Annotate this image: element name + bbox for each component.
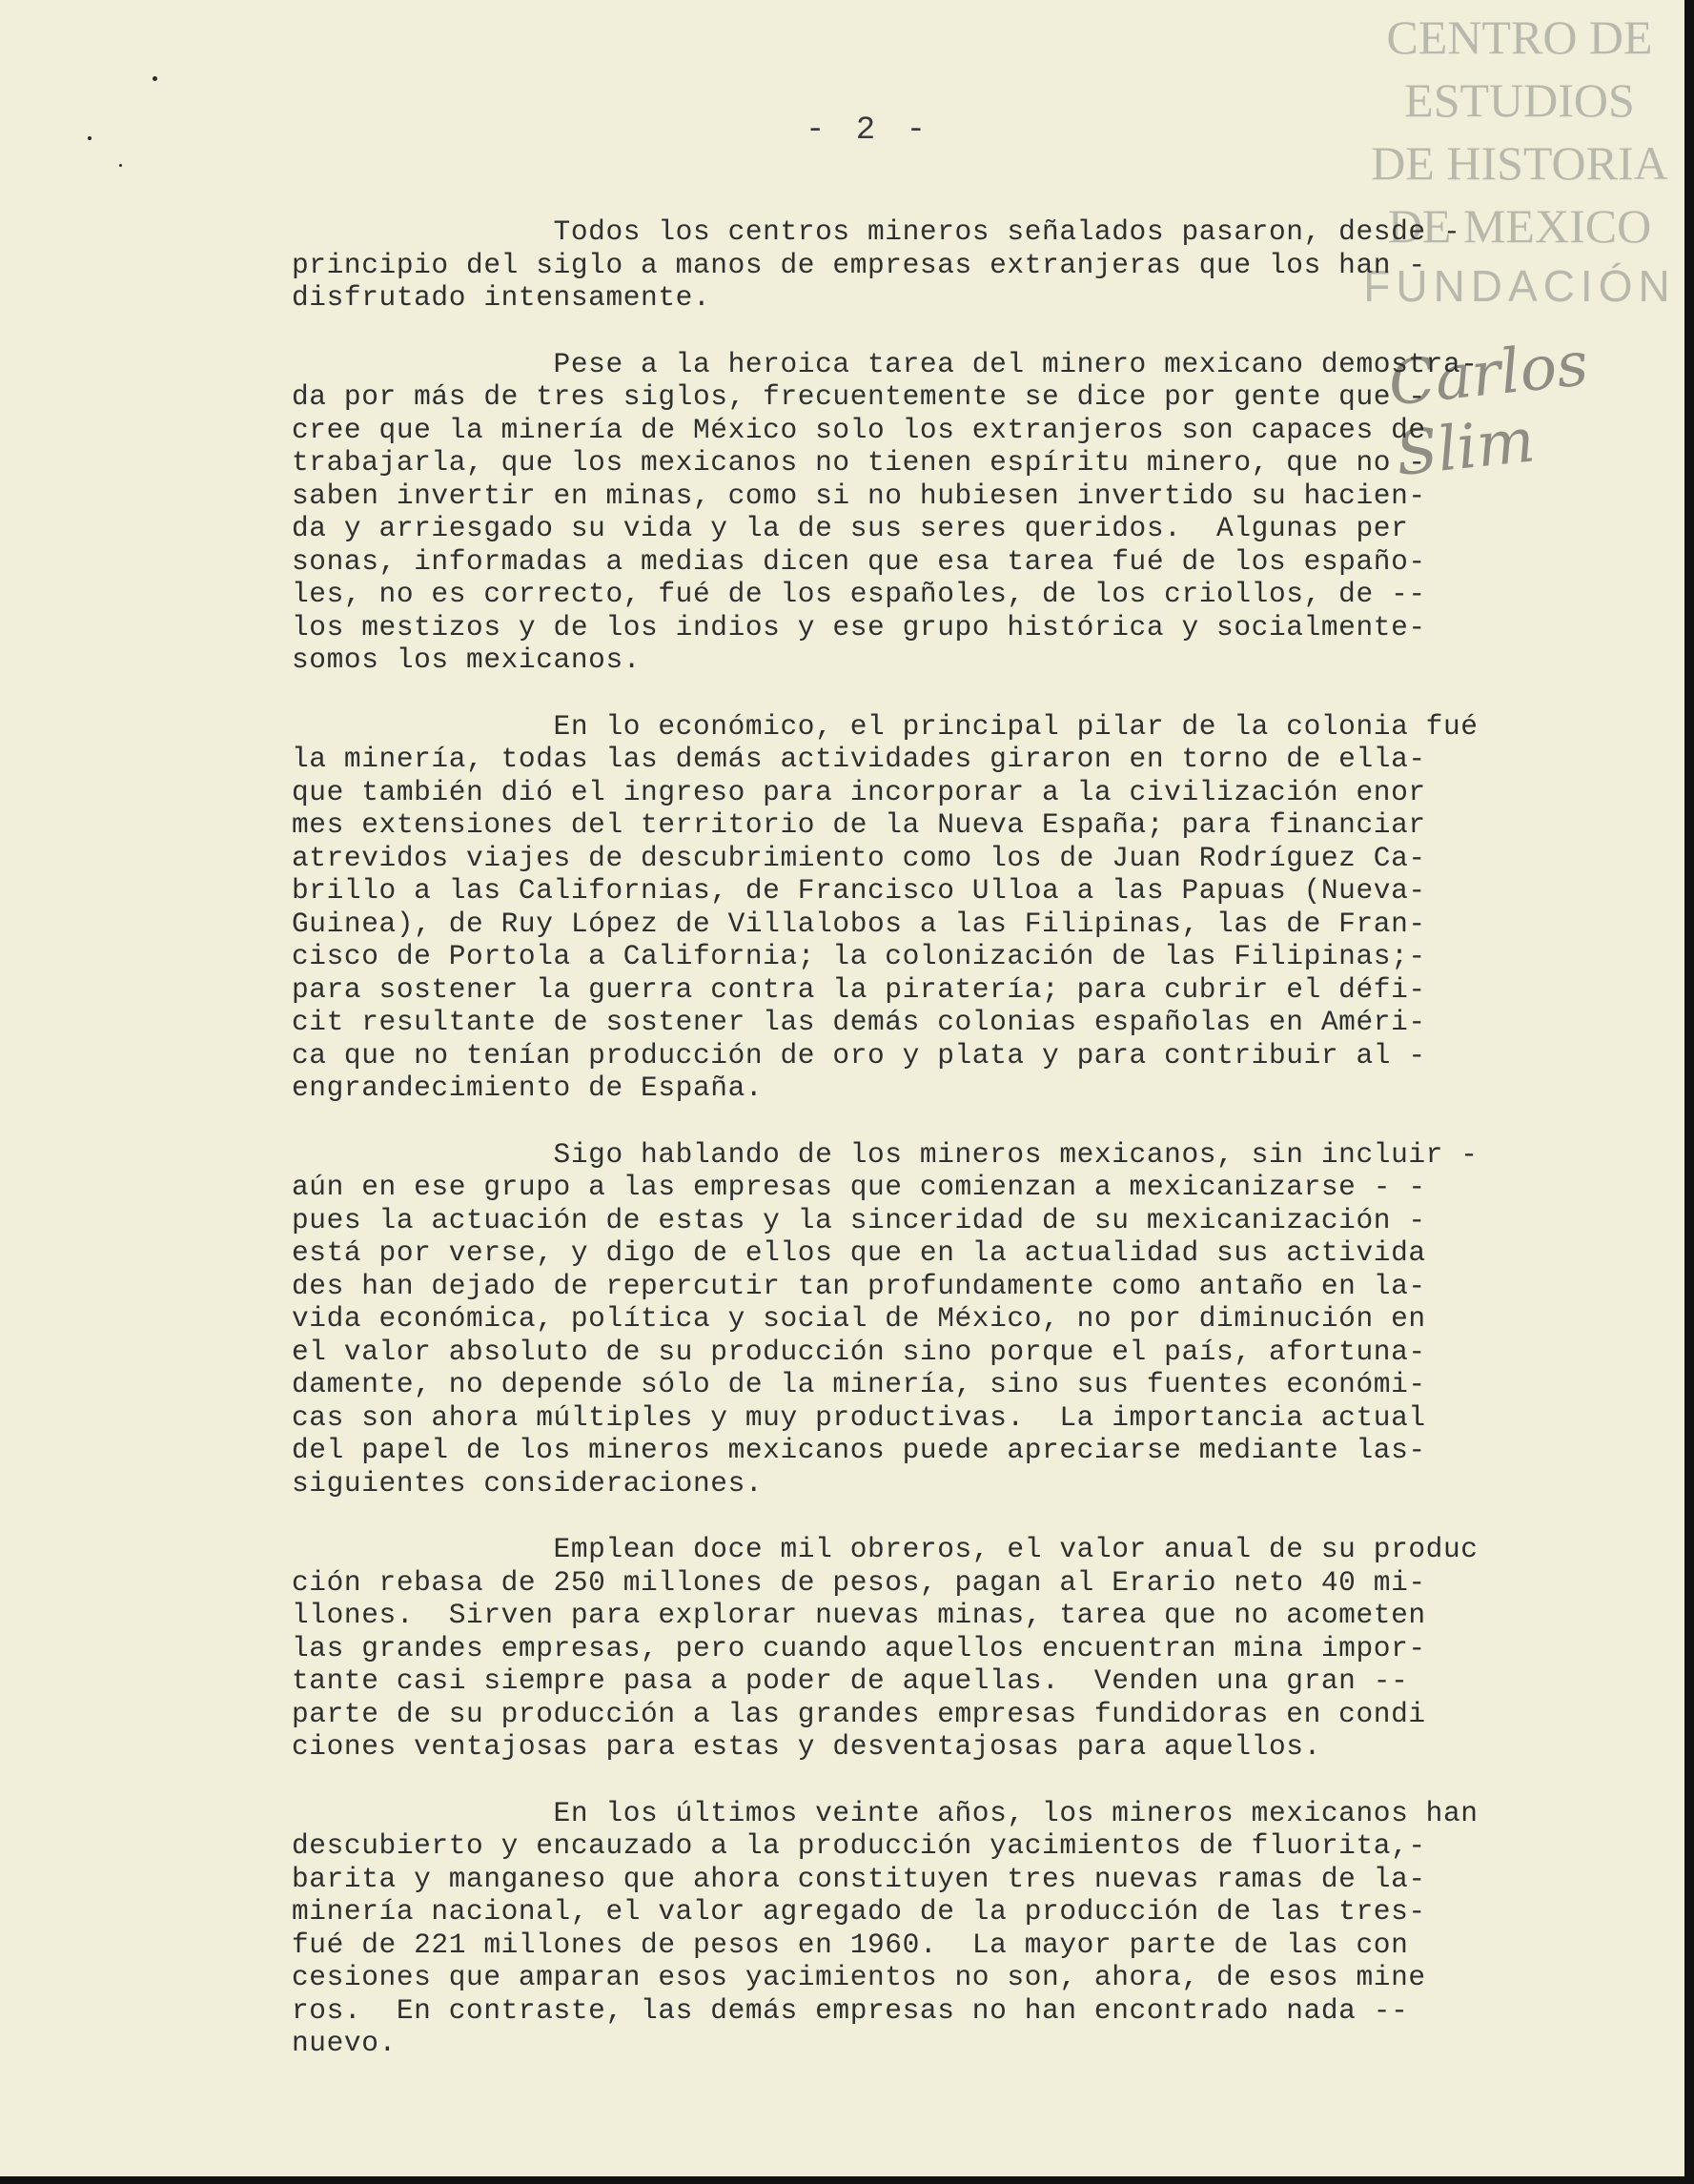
text-line: el valor absoluto de su producción sino porque el país, afortuna- bbox=[292, 1335, 1426, 1368]
text-line: ros. En contraste, las demás empresas no han encontrado nada -- bbox=[292, 1993, 1409, 2027]
text-line: cas son ahora múltiples y muy productivas. La importancia actual bbox=[292, 1400, 1426, 1434]
text-line: trabajarla, que los mexicanos no tienen espíritu minero, que no - bbox=[292, 446, 1426, 479]
scan-border-right bbox=[1684, 0, 1694, 2184]
text-line: los mestizos y de los indios y ese grupo histórica y socialmente- bbox=[292, 610, 1426, 643]
dust-speck bbox=[119, 164, 122, 167]
text-line: atrevidos viajes de descubrimiento como los de Juan Rodríguez Ca- bbox=[292, 841, 1426, 874]
text-line: ción rebasa de 250 millones de pesos, pagan al Erario neto 40 mi- bbox=[292, 1565, 1426, 1599]
watermark-line: DE MEXICO bbox=[1387, 199, 1652, 253]
text-line: nuevo. bbox=[292, 2027, 397, 2059]
text-line: para sostener la guerra contra la piratería; para cubrir el défi- bbox=[292, 972, 1426, 1006]
text-line: En los últimos veinte años, los mineros mexicanos han bbox=[292, 1796, 1479, 1829]
text-line: descubierto y encauzado a la producción yacimientos de fluorita,- bbox=[292, 1829, 1426, 1862]
text-line: Todos los centros mineros señalados pasaron, desde - bbox=[292, 215, 1461, 248]
watermark-signature: Carlos Slim bbox=[1385, 329, 1592, 491]
text-line: parte de su producción a las grandes empresas fundidoras en condi bbox=[292, 1697, 1426, 1730]
watermark-foundation: FUNDACIÓN bbox=[1363, 261, 1676, 311]
text-line: mes extensiones del territorio de la Nueva España; para financiar bbox=[292, 808, 1426, 841]
paragraph bbox=[292, 1138, 1645, 1500]
dust-speck bbox=[88, 136, 92, 140]
text-line: llones. Sirven para explorar nuevas minas, tarea que no acometen bbox=[292, 1599, 1426, 1631]
paragraph bbox=[292, 1797, 1645, 2060]
text-line: ca que no tenían producción de oro y plata y para contribuir al - bbox=[292, 1038, 1426, 1072]
text-line: sonas, informadas a medias dicen que esa tarea fué de los españo- bbox=[292, 544, 1426, 578]
text-line: Pese a la heroica tarea del minero mexicano demostra- bbox=[292, 347, 1479, 380]
text-line: siguientes consideraciones. bbox=[292, 1466, 764, 1500]
typed-body-text bbox=[292, 215, 1645, 2093]
text-line: vida económica, política y social de México, no por diminución en bbox=[292, 1302, 1426, 1335]
text-line: damente, no depende sólo de la minería, sino sus fuentes económi- bbox=[292, 1368, 1426, 1400]
text-line: cesiones que amparan esos yacimientos no son, ahora, de esos mine bbox=[292, 1961, 1426, 1993]
text-line: la minería, todas las demás actividades giraron en torno de ella- bbox=[292, 743, 1426, 775]
text-line: saben invertir en minas, como si no hubiesen invertido su hacien- bbox=[292, 479, 1426, 512]
text-line: cisco de Portola a California; la colonización de las Filipinas;- bbox=[292, 940, 1426, 972]
text-line: está por verse, y digo de ellos que en la actualidad sus activida bbox=[292, 1236, 1426, 1269]
text-line: pues la actuación de estas y la sinceridad de su mexicanización - bbox=[292, 1203, 1426, 1236]
text-line: somos los mexicanos. bbox=[292, 643, 642, 676]
text-line: engrandecimiento de España. bbox=[292, 1072, 764, 1104]
text-line: tante casi siempre pasa a poder de aquellas. Venden una gran -- bbox=[292, 1664, 1409, 1697]
text-line: fué de 221 millones de pesos en 1960. La mayor parte de las con bbox=[292, 1928, 1409, 1961]
paragraph bbox=[292, 1533, 1645, 1764]
text-line: que también dió el ingreso para incorporar a la civilización enor bbox=[292, 775, 1426, 808]
text-line: barita y manganeso que ahora constituyen tres nuevas ramas de la- bbox=[292, 1862, 1426, 1895]
text-line: brillo a las Californias, de Francisco Ulloa a las Papuas (Nueva- bbox=[292, 874, 1426, 907]
text-line: Sigo hablando de los mineros mexicanos, sin incluir - bbox=[292, 1137, 1479, 1171]
text-line: cree que la minería de México solo los extranjeros son capaces de bbox=[292, 413, 1426, 446]
text-line: Guinea), de Ruy López de Villalobos a las Filipinas, las de Fran- bbox=[292, 907, 1426, 940]
text-line: las grandes empresas, pero cuando aquellos encuentran mina impor- bbox=[292, 1631, 1426, 1664]
paragraph bbox=[292, 710, 1645, 1105]
paragraph bbox=[292, 215, 1645, 315]
page-number: - 2 - bbox=[806, 112, 932, 149]
text-line: cit resultante de sostener las demás colonias españolas en Améri- bbox=[292, 1006, 1426, 1038]
text-line: ciones ventajosas para estas y desventajosas para aquellos. bbox=[292, 1730, 1321, 1763]
text-line: aún en ese grupo a las empresas que comienzan a mexicanizarse - - bbox=[292, 1171, 1426, 1203]
dust-speck bbox=[153, 76, 157, 81]
watermark-line: CENTRO DE bbox=[1386, 10, 1653, 64]
text-line: minería nacional, el valor agregado de la producción de las tres- bbox=[292, 1895, 1426, 1928]
paragraph bbox=[292, 348, 1645, 677]
scan-border-bottom bbox=[0, 2176, 1694, 2184]
text-line: principio del siglo a manos de empresas extranjeras que los han - bbox=[292, 248, 1426, 281]
text-line: des han dejado de repercutir tan profundamente como antaño en la- bbox=[292, 1269, 1426, 1302]
text-line: Emplean doce mil obreros, el valor anual de su produc bbox=[292, 1533, 1479, 1565]
text-line: En lo económico, el principal pilar de la colonia fué bbox=[292, 709, 1479, 743]
text-line: del papel de los mineros mexicanos puede apreciarse mediante las- bbox=[292, 1434, 1426, 1466]
watermark-line: ESTUDIOS bbox=[1404, 73, 1635, 127]
text-line: da y arriesgado su vida y la de sus seres queridos. Algunas per bbox=[292, 512, 1409, 544]
text-line: disfrutado intensamente. bbox=[292, 281, 711, 314]
watermark-line: DE HISTORIA bbox=[1371, 136, 1668, 190]
text-line: les, no es correcto, fué de los españoles, de los criollos, de -- bbox=[292, 578, 1426, 610]
text-line: da por más de tres siglos, frecuentemente se dice por gente que - bbox=[292, 380, 1426, 413]
